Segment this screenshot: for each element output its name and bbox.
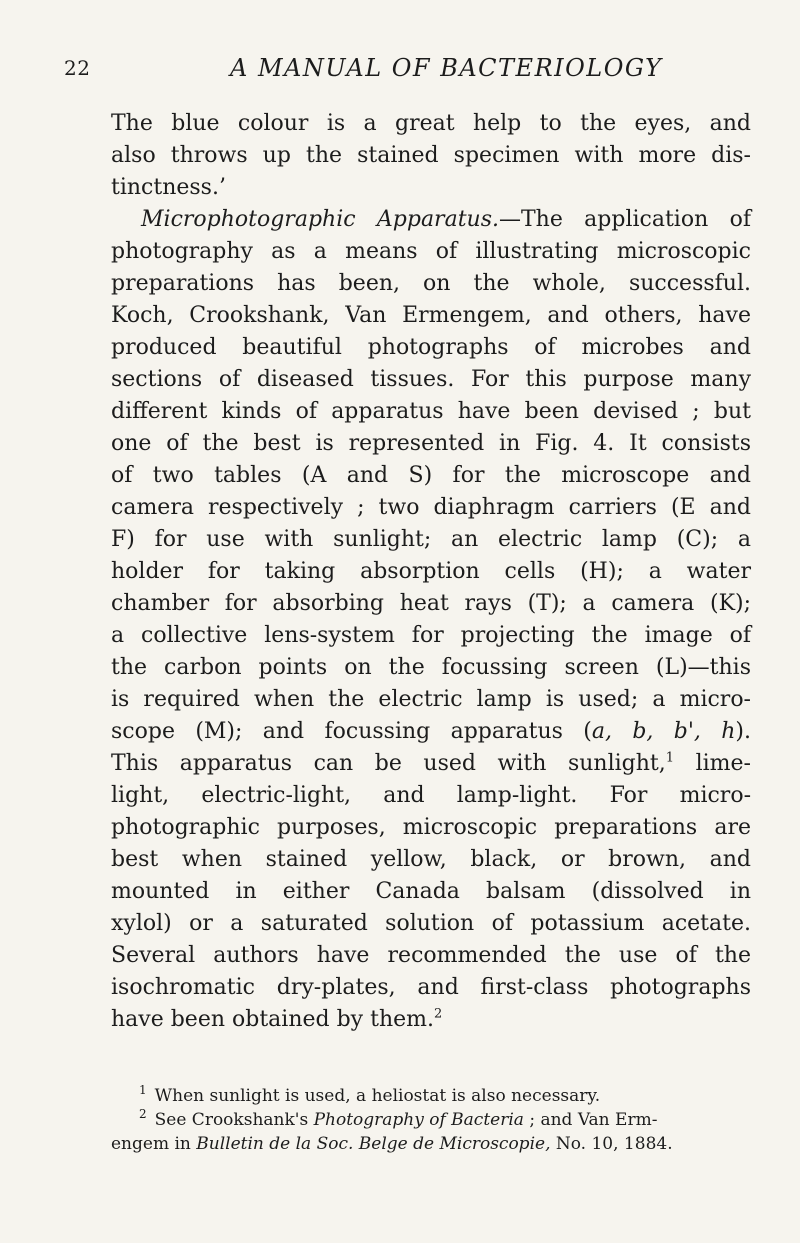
text-line-with-footnote (111, 1004, 751, 1036)
text-fragment: have been obtained by them. (111, 1007, 434, 1032)
text-line: photography as a means of illustrating microscopic (111, 239, 751, 264)
footnote-text: engem in (111, 1134, 197, 1154)
footnote-mark: 1 (139, 1083, 147, 1098)
text-line: a collective lens-system for projecting the image of (111, 623, 751, 648)
footnote-ref[interactable]: 2 (434, 1006, 443, 1022)
text-line: one of the best is represented in Fig. 4. It consists (111, 431, 751, 456)
footnote-2 (111, 1108, 751, 1132)
text-fragment: ). (735, 719, 751, 744)
text-line: tinctness.’ (111, 175, 226, 200)
text-fragment: scope (M); and focussing apparatus ( (111, 719, 592, 744)
page-number: 22 (64, 56, 91, 80)
text-line: chamber for absorbing heat rays (T); a camera (K); (111, 591, 751, 616)
text-line: photographic purposes, microscopic preparations are (111, 815, 751, 840)
text-fragment: —The application of (498, 207, 751, 232)
text-fragment: This apparatus can be used with sunlight, (111, 751, 666, 776)
text-line: also throws up the stained specimen with more dis- (111, 143, 751, 168)
text-fragment: lime- (674, 751, 751, 776)
text-line: isochromatic dry-plates, and first-class photographs (111, 975, 751, 1000)
footnote-1 (111, 1084, 751, 1108)
footnote-title: Photography of Bacteria (313, 1110, 524, 1130)
footnote-title: Bulletin de la Soc. Belge de Microscopie, (196, 1134, 551, 1154)
body-text (111, 108, 751, 1036)
text-line: holder for taking absorption cells (H); a water (111, 559, 751, 584)
text-line: camera respectively ; two diaphragm carriers (E and (111, 495, 751, 520)
text-line: The blue colour is a great help to the eyes, and (111, 111, 751, 136)
text-line: Koch, Crookshank, Van Ermengem, and others, have (111, 303, 751, 328)
footnote-text: No. 10, 1884. (550, 1134, 673, 1154)
text-line: the carbon points on the focussing screen (L)—this (111, 655, 751, 680)
text-line: is required when the electric lamp is used; a micro- (111, 687, 751, 712)
footnote-mark: 2 (139, 1107, 147, 1122)
running-head (0, 0, 800, 80)
text-line: mounted in either Canada balsam (dissolved in (111, 879, 751, 904)
footnote-text: ; and Van Erm- (523, 1110, 658, 1130)
section-heading: Microphotographic Apparatus. (141, 207, 499, 232)
section-paragraph-start (111, 204, 751, 236)
footnote-text: See Crookshank's (154, 1110, 314, 1130)
text-line: different kinds of apparatus have been devised ; but (111, 399, 751, 424)
footnote-ref[interactable]: 1 (665, 750, 675, 766)
text-line: of two tables (A and S) for the microscope and (111, 463, 751, 488)
text-line: best when stained yellow, black, or brown, and (111, 847, 751, 872)
italic-fragment: a, b, b', h (591, 719, 736, 744)
text-line: F) for use with sunlight; an electric lamp (C); a (111, 527, 751, 552)
text-line: preparations has been, on the whole, successful. (111, 271, 751, 296)
text-line: xylol) or a saturated solution of potassium acetate. (111, 911, 751, 936)
footnote-2-continued (111, 1132, 751, 1156)
text-line: produced beautiful photographs of microbes and (111, 335, 751, 360)
text-line: light, electric-light, and lamp-light. For micro- (111, 783, 751, 808)
text-line: Several authors have recommended the use of the (111, 943, 751, 968)
footnote-text: When sunlight is used, a heliostat is also necessary. (154, 1086, 601, 1106)
footnotes (111, 1084, 751, 1156)
running-title: A MANUAL OF BACTERIOLOGY (230, 54, 663, 82)
text-line-with-footnote (111, 748, 751, 780)
text-line-with-italics (111, 716, 751, 748)
text-line: sections of diseased tissues. For this purpose many (111, 367, 751, 392)
